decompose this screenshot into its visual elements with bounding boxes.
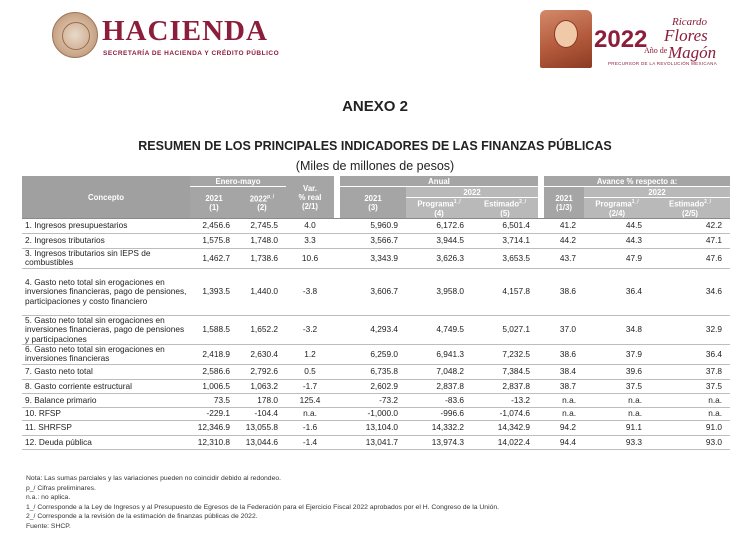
cell-anual-programa: 6,172.6 xyxy=(406,219,472,234)
row-concept: 3. Ingresos tributarios sin IEPS de combustibles xyxy=(22,249,190,269)
cell-var-real: 0.5 xyxy=(286,364,334,379)
hacienda-logo xyxy=(52,12,312,62)
cell-em-2021: 12,346.9 xyxy=(190,420,238,435)
cell-em-2021: 12,310.8 xyxy=(190,435,238,449)
header-2022-em: $2022^{p\_/}$ (2) xyxy=(238,187,286,219)
cell-anual-estimado: 3,714.1 xyxy=(472,234,538,249)
cell-avance-estimado: 37.8 xyxy=(650,364,730,379)
cell-em-2022: 1,652.2 xyxy=(238,315,286,344)
cell-anual-estimado: 3,653.5 xyxy=(472,249,538,269)
cell-avance-estimado: 47.1 xyxy=(650,234,730,249)
cell-anual-estimado: 7,384.5 xyxy=(472,364,538,379)
brand-subtitle: SECRETARÍA DE HACIENDA Y CRÉDITO PÚBLICO xyxy=(103,50,280,57)
cell-avance-programa: 36.4 xyxy=(584,268,650,315)
row-concept: 6. Gasto neto total sin erogaciones en inversiones financieras xyxy=(22,345,190,365)
footnote-line: 2_/ Corresponde a la revisión de la estimación de finanzas públicas de 2022. xyxy=(26,513,258,521)
year-logo-name-top: Ricardo xyxy=(672,16,708,28)
cell-em-2021: 2,418.9 xyxy=(190,345,238,365)
header-enero-mayo: Enero-mayo xyxy=(190,176,286,187)
header-avance-programa: Programa$^{1\_/}$ (2/4) xyxy=(584,198,650,219)
cell-avance-programa: 44.3 xyxy=(584,234,650,249)
cell-em-2021: 1,462.7 xyxy=(190,249,238,269)
table-body xyxy=(22,219,730,450)
table-row xyxy=(22,379,730,393)
cell-avance-estimado: 42.2 xyxy=(650,219,730,234)
table-row xyxy=(22,315,730,344)
header-avance-estimado: Estimado$^{2\_/}$ (2/5) xyxy=(650,198,730,219)
cell-var-real: 3.3 xyxy=(286,234,334,249)
cell-anual-programa: 2,837.8 xyxy=(406,379,472,393)
cell-avance-2021: 38.6 xyxy=(544,268,584,315)
cell-avance-2021: 43.7 xyxy=(544,249,584,269)
cell-anual-programa: 3,944.5 xyxy=(406,234,472,249)
cell-em-2021: 1,575.8 xyxy=(190,234,238,249)
cell-em-2021: 2,586.6 xyxy=(190,364,238,379)
cell-anual-2021: 13,041.7 xyxy=(340,435,406,449)
cell-avance-programa: 37.5 xyxy=(584,379,650,393)
header-2022-anual: 2022 xyxy=(406,187,538,198)
cell-anual-2021: -1,000.0 xyxy=(340,407,406,420)
cell-em-2021: 1,006.5 xyxy=(190,379,238,393)
cell-avance-2021: 38.7 xyxy=(544,379,584,393)
table-subtitle: (Miles de millones de pesos) xyxy=(295,159,455,173)
cell-anual-programa: 3,626.3 xyxy=(406,249,472,269)
footnote-line: Fuente: SHCP. xyxy=(26,522,71,530)
cell-anual-2021: 5,960.9 xyxy=(340,219,406,234)
cell-em-2021: -229.1 xyxy=(190,407,238,420)
cell-avance-programa: 44.5 xyxy=(584,219,650,234)
cell-var-real: -1.4 xyxy=(286,435,334,449)
year-logo-year: 2022 xyxy=(594,26,648,53)
cell-anual-programa: 4,749.5 xyxy=(406,315,472,344)
cell-em-2022: 1,748.0 xyxy=(238,234,286,249)
header-var: Var. % real (2/1) xyxy=(286,176,334,219)
cell-avance-2021: n.a. xyxy=(544,393,584,407)
cell-avance-estimado: 91.0 xyxy=(650,420,730,435)
cell-anual-estimado: 14,342.9 xyxy=(472,420,538,435)
cell-anual-2021: 13,104.0 xyxy=(340,420,406,435)
cell-anual-estimado: 4,157.8 xyxy=(472,268,538,315)
cell-anual-2021: 3,606.7 xyxy=(340,268,406,315)
cell-anual-2021: -73.2 xyxy=(340,393,406,407)
table-row xyxy=(22,393,730,407)
cell-anual-estimado: 2,837.8 xyxy=(472,379,538,393)
row-concept: 2. Ingresos tributarios xyxy=(22,234,190,249)
cell-anual-2021: 3,343.9 xyxy=(340,249,406,269)
cell-em-2022: 178.0 xyxy=(238,393,286,407)
cell-avance-2021: 44.2 xyxy=(544,234,584,249)
header-2022-avance: 2022 xyxy=(584,187,730,198)
year-logo-tagline: PRECURSOR DE LA REVOLUCIÓN MEXICANA xyxy=(608,61,718,66)
cell-var-real: 125.4 xyxy=(286,393,334,407)
cell-em-2021: 2,456.6 xyxy=(190,219,238,234)
footnote-line: n.a.: no aplica. xyxy=(26,494,71,502)
footnote-line: Nota: Las sumas parciales y las variaciones pueden no coincidir debido al redondeo. xyxy=(26,475,282,482)
cell-anual-estimado: 7,232.5 xyxy=(472,345,538,365)
cell-em-2022: 2,745.5 xyxy=(238,219,286,234)
cell-avance-2021: n.a. xyxy=(544,407,584,420)
row-concept: 4. Gasto neto total sin erogaciones en inversiones financieras, pago de pensiones, participaciones y costo financiero xyxy=(22,268,190,315)
cell-em-2022: 2,630.4 xyxy=(238,345,286,365)
cell-var-real: -3.2 xyxy=(286,315,334,344)
indicators-table xyxy=(22,176,730,450)
cell-avance-programa: 47.9 xyxy=(584,249,650,269)
year-logo-name-bottom: Magón xyxy=(668,43,717,62)
cell-anual-estimado: -13.2 xyxy=(472,393,538,407)
header-programa: Programa$^{1\_/}$ (4) xyxy=(406,198,472,219)
cell-anual-2021: 3,566.7 xyxy=(340,234,406,249)
table-row xyxy=(22,345,730,365)
cell-var-real: 4.0 xyxy=(286,219,334,234)
cell-avance-programa: 93.3 xyxy=(584,435,650,449)
table-row xyxy=(22,249,730,269)
cell-anual-programa: -996.6 xyxy=(406,407,472,420)
brand-name: HACIENDA xyxy=(102,15,268,47)
footnote-line: p_/ Cifras preliminares. xyxy=(26,484,96,492)
cell-avance-programa: 37.9 xyxy=(584,345,650,365)
cell-var-real: -1.6 xyxy=(286,420,334,435)
year-logo-name-mid: Flores xyxy=(664,26,708,45)
header-anual: Anual xyxy=(340,176,538,187)
cell-avance-programa: n.a. xyxy=(584,407,650,420)
cell-em-2022: 1,440.0 xyxy=(238,268,286,315)
cell-var-real: 1.2 xyxy=(286,345,334,365)
cell-avance-estimado: n.a. xyxy=(650,393,730,407)
header-2021-em: 2021 (1) xyxy=(190,187,238,219)
row-concept: 5. Gasto neto total sin erogaciones en inversiones financieras, pago de pensiones y participaciones xyxy=(22,315,190,344)
cell-avance-programa: 39.6 xyxy=(584,364,650,379)
cell-em-2021: 1,588.5 xyxy=(190,315,238,344)
cell-avance-programa: n.a. xyxy=(584,393,650,407)
cell-anual-programa: 13,974.3 xyxy=(406,435,472,449)
cell-anual-estimado: -1,074.6 xyxy=(472,407,538,420)
cell-anual-estimado: 5,027.1 xyxy=(472,315,538,344)
page-header xyxy=(0,0,750,80)
cell-anual-programa: 7,048.2 xyxy=(406,364,472,379)
cell-anual-programa: 6,941.3 xyxy=(406,345,472,365)
cell-avance-estimado: 34.6 xyxy=(650,268,730,315)
row-concept: 1. Ingresos presupuestarios xyxy=(22,219,190,234)
national-seal-icon xyxy=(52,12,98,58)
header-avance: Avance % respecto a: xyxy=(544,176,730,187)
cell-em-2022: 2,792.6 xyxy=(238,364,286,379)
cell-avance-estimado: 93.0 xyxy=(650,435,730,449)
cell-avance-2021: 38.4 xyxy=(544,364,584,379)
cell-avance-2021: 41.2 xyxy=(544,219,584,234)
table-row xyxy=(22,420,730,435)
table-row xyxy=(22,268,730,315)
cell-var-real: 10.6 xyxy=(286,249,334,269)
cell-anual-2021: 2,602.9 xyxy=(340,379,406,393)
cell-em-2022: 1,063.2 xyxy=(238,379,286,393)
row-concept: 9. Balance primario xyxy=(22,393,190,407)
cell-anual-2021: 6,259.0 xyxy=(340,345,406,365)
cell-em-2022: 13,055.8 xyxy=(238,420,286,435)
cell-em-2021: 73.5 xyxy=(190,393,238,407)
table-title: RESUMEN DE LOS PRINCIPALES INDICADORES DE LAS FINANZAS PÚBLICAS xyxy=(138,139,612,153)
portrait-icon xyxy=(540,10,592,68)
cell-anual-programa: 14,332.2 xyxy=(406,420,472,435)
cell-avance-estimado: 47.6 xyxy=(650,249,730,269)
cell-avance-estimado: 36.4 xyxy=(650,345,730,365)
row-concept: 11. SHRFSP xyxy=(22,420,190,435)
cell-avance-estimado: 37.5 xyxy=(650,379,730,393)
row-concept: 12. Deuda pública xyxy=(22,435,190,449)
cell-em-2022: -104.4 xyxy=(238,407,286,420)
row-concept: 7. Gasto neto total xyxy=(22,364,190,379)
cell-var-real: n.a. xyxy=(286,407,334,420)
concept-header: Concepto xyxy=(22,176,190,219)
table-row xyxy=(22,219,730,234)
cell-avance-estimado: 32.9 xyxy=(650,315,730,344)
table-row xyxy=(22,435,730,449)
row-concept: 10. RFSP xyxy=(22,407,190,420)
header-2021-avance: 2021 (1/3) xyxy=(544,187,584,219)
table-row xyxy=(22,364,730,379)
year-logo xyxy=(540,8,720,70)
cell-em-2021: 1,393.5 xyxy=(190,268,238,315)
footnote-line: 1_/ Corresponde a la Ley de Ingresos y al Presupuesto de Egresos de la Federación para el Ejercicio Fiscal 2022 aprobados por el H. Congreso de la Unión. xyxy=(26,503,500,511)
cell-avance-programa: 34.8 xyxy=(584,315,650,344)
cell-var-real: -1.7 xyxy=(286,379,334,393)
cell-anual-estimado: 6,501.4 xyxy=(472,219,538,234)
cell-var-real: -3.8 xyxy=(286,268,334,315)
header-2021-anual: 2021 (3) xyxy=(340,187,406,219)
cell-avance-2021: 37.0 xyxy=(544,315,584,344)
cell-avance-programa: 91.1 xyxy=(584,420,650,435)
cell-anual-2021: 6,735.8 xyxy=(340,364,406,379)
cell-anual-programa: -83.6 xyxy=(406,393,472,407)
cell-anual-estimado: 14,022.4 xyxy=(472,435,538,449)
header-estimado: Estimado$^{2\_/}$ (5) xyxy=(472,198,538,219)
table-row xyxy=(22,407,730,420)
row-concept: 8. Gasto corriente estructural xyxy=(22,379,190,393)
cell-em-2022: 13,044.6 xyxy=(238,435,286,449)
cell-em-2022: 1,738.6 xyxy=(238,249,286,269)
cell-anual-2021: 4,293.4 xyxy=(340,315,406,344)
cell-avance-estimado: n.a. xyxy=(650,407,730,420)
footnotes xyxy=(26,474,499,532)
cell-avance-2021: 94.2 xyxy=(544,420,584,435)
year-logo-ano: Año de xyxy=(644,46,668,55)
annex-title: ANEXO 2 xyxy=(342,98,408,115)
table-row xyxy=(22,234,730,249)
cell-avance-2021: 38.6 xyxy=(544,345,584,365)
cell-avance-2021: 94.4 xyxy=(544,435,584,449)
cell-anual-programa: 3,958.0 xyxy=(406,268,472,315)
